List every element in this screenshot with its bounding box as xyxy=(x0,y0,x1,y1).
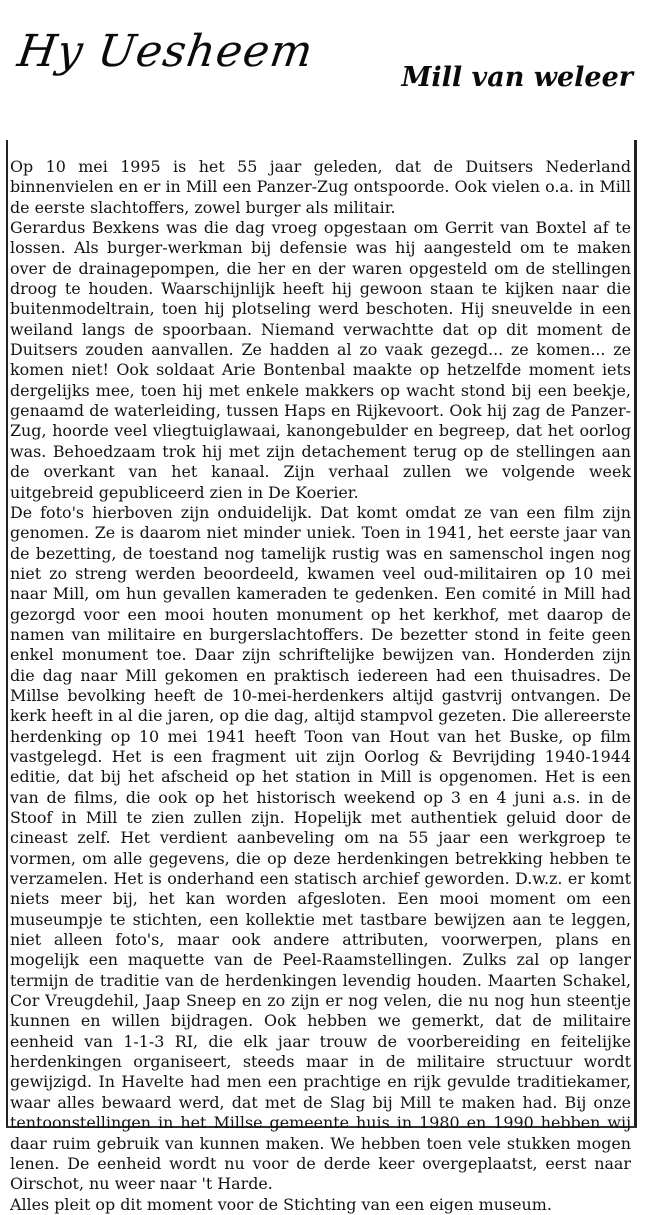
header xyxy=(0,0,647,140)
article-body: Op 10 mei 1995 is het 55 jaar geleden, dat de Duitsers Nederland binnenvielen en er in Mill een Panzer-Zug ontspoorde. Ook vielen o.a. in Mill de eerste slachtoffers, zowel burger als militair. Gerardus Bexkens was die dag vroeg opgestaan om Gerrit van Boxtel af te lossen. Als burger-werkman bij defensie was hij aangesteld om te maken over de drainagepompen, die her en der waren opgesteld om de stellingen droog te houden. Waarschijnlijk heeft hij gewoon staan te kijken naar die buitenmodeltrain, toen hij plotseling werd beschoten. Hij sneuvelde in een weiland langs de spoorbaan. Niemand verwachtte dat op dit moment de Duitsers zouden aanvallen. Ze hadden al zo vaak gezegd... ze komen... ze komen niet! Ook soldaat Arie Bontenbal maakte op hetzelfde moment iets dergelijks mee, toen hij met enkele makkers op wacht stond bij een beekje, genaamd de waterleiding, tussen Haps en Rijkevoort. Ook hij zag de Panzer-Zug, hoorde veel vliegtuiglawaai, kanongebulder en begreep, dat het oorlog was. Behoedzaam trok hij met zijn detachement terug op de stellingen aan de overkant van het kanaal. Zijn verhaal zullen we volgende week uitgebreid gepubliceerd zien in De Koerier. De foto's hierboven zijn onduidelijk. Dat komt omdat ze van een film zijn genomen. Ze is daarom niet minder uniek. Toen in 1941, het eerste jaar van de bezetting, de toestand nog tamelijk rustig was en samenschol ingen nog niet zo streng werden beoordeeld, kwamen veel oud-militairen op 10 mei naar Mill, om hun gevallen kameraden te gedenken. Een comité in Mill had gezorgd voor een mooi houten monument op het kerkhof, met daarop de namen van militaire en burgerslachtoffers. De bezetter stond in feite geen enkel monument toe. Daar zijn schriftelijke bewijzen van. Honderden zijn die dag naar Mill gekomen en praktisch iedereen had een thuisadres. De Millse bevolking heeft de 10-mei-herdenkers altijd gastvrij ontvangen. De kerk heeft in al die jaren, op die dag, altijd stampvol gezeten. Die allereerste herdenking op 10 mei 1941 heeft Toon van Hout van het Buske, op film vastgelegd. Het is een fragment uit zijn Oorlog & Bevrijding 1940-1944 editie, dat bij het afscheid op het station in Mill is opgenomen. Het is een van de films, die ook op het historisch weekend op 3 en 4 juni a.s. in de Stoof in Mill te zien zullen zijn. Hopelijk met authentiek geluid door de cineast zelf. Het verdient aanbeveling om na 55 jaar een werkgroep te vormen, om alle gegevens, die op deze herdenkingen betrekking hebben te verzamelen. Het is onderhand een statisch archief geworden. D.w.z. er komt niets meer bij, het kan worden afgesloten. Een mooi moment om een museumpje te stichten, een kollektie met tastbare bewijzen aan te leggen, niet alleen foto's, maar ook andere attributen, voorwerpen, plans en mogelijk een maquette van de Peel-Raamstellingen. Zulks zal op langer termijn de traditie van de herdenkingen levendig houden. Maarten Schakel, Cor Vreugdehil, Jaap Sneep en zo zijn er nog velen, die nu nog hun steentje kunnen en willen bijdragen. Ook hebben we gemerkt, dat de militaire eenheid van 1-1-3 RI, die elk jaar trouw de voorbereiding en feitelijke herdenkingen organiseert, steeds maar in de militaire structuur wordt gewijzigd. In Havelte had men een prachtige en rijk gevulde traditiekamer, waar alles bewaard werd, dat met de Slag bij Mill te maken had. Bij onze tentoonstellingen in het Millse gemeente huis in 1980 en 1990 hebben wij daar ruim gebruik van kunnen maken. We hebben toen vele stukken mogen lenen. De eenheid wordt nu voor de derde keer overgeplaatst, eerst naar Oirschot, nu weer naar 't Harde. Alles pleit op dit moment voor de Stichting van een eigen museum. xyxy=(10,157,631,1214)
handwritten-signature: Hy Uesheem xyxy=(14,26,317,77)
column-title: Mill van weleer xyxy=(401,62,633,93)
